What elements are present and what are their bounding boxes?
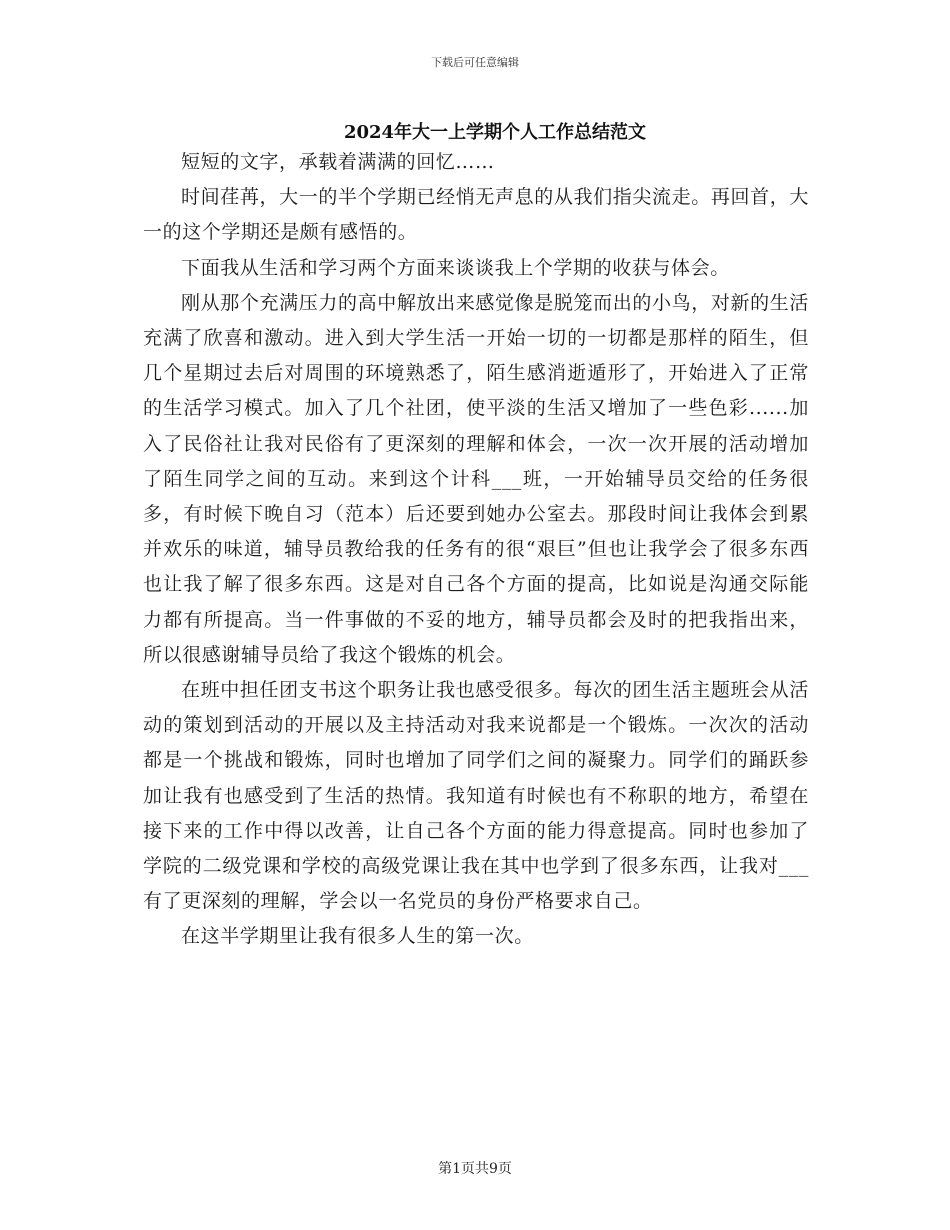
paragraph: 下面我从生活和学习两个方面来谈谈我上个学期的收获与体会。 [181,256,730,279]
document-body [143,145,809,955]
paragraph: 刚从那个充满压力的高中解放出来感觉像是脱笼而出的小鸟，对新的生活充满了欣喜和激动。进入到大学生活一开始一切的一切都是那样的陌生，但几个星期过去后对周围的环境熟悉了，陌生感消逝遁形了，开始进入了正常的生活学习模式。加入了几个社团，使平淡的生活又增加了一些色彩......加入了民俗社让我对民俗有了更深刻的理解和体会，一次一次开展的活动增加了陌生同学之间的互动。来到这个计科___班，一开始辅导员交给的任务很多，有时候下晚自习（范本）后还要到她办公室去。那段时间让我体会到累并欢乐的味道，辅导员教给我的任务有的很“艰巨”但也让我学会了很多东西也让我了解了很多东西。这是对自己各个方面的提高，比如说是沟通交际能力都有所提高。当一件事做的不妥的地方，辅导员都会及时的把我指出来，所以很感谢辅导员给了我这个锻炼的机会。 [143,291,809,666]
paragraph: 在这半学期里让我有很多人生的第一次。 [181,925,534,948]
paragraph: 短短的文字，承载着满满的回忆…… [181,151,495,173]
paragraph: 在班中担任团支书这个职务让我也感受很多。每次的团生活主题班会从活动的策划到活动的开展以及主持活动对我来说都是一个锻炼。一次次的活动都是一个挑战和锻炼，同时也增加了同学们之间的凝聚力。同学们的踊跃参加让我有也感受到了生活的热情。我知道有时候也有不称职的地方，希望在接下来的工作中得以改善，让自己各个方面的能力得意提高。同时也参加了学院的二级党课和学校的高级党课让我在其中也学到了很多东西，让我对___有了更深刻的理解，学会以一名党员的身份严格要求自己。 [143,679,809,913]
header-note: 下载后可任意编辑 [431,56,519,69]
document-title: 2024年大一上学期个人工作总结范文 [343,122,647,143]
paragraph: 时间荏苒，大一的半个学期已经悄无声息的从我们指尖流走。再回首，大一的这个学期还是颇有感悟的。 [143,186,809,244]
page-number: 第1页共9页 [438,1161,512,1177]
